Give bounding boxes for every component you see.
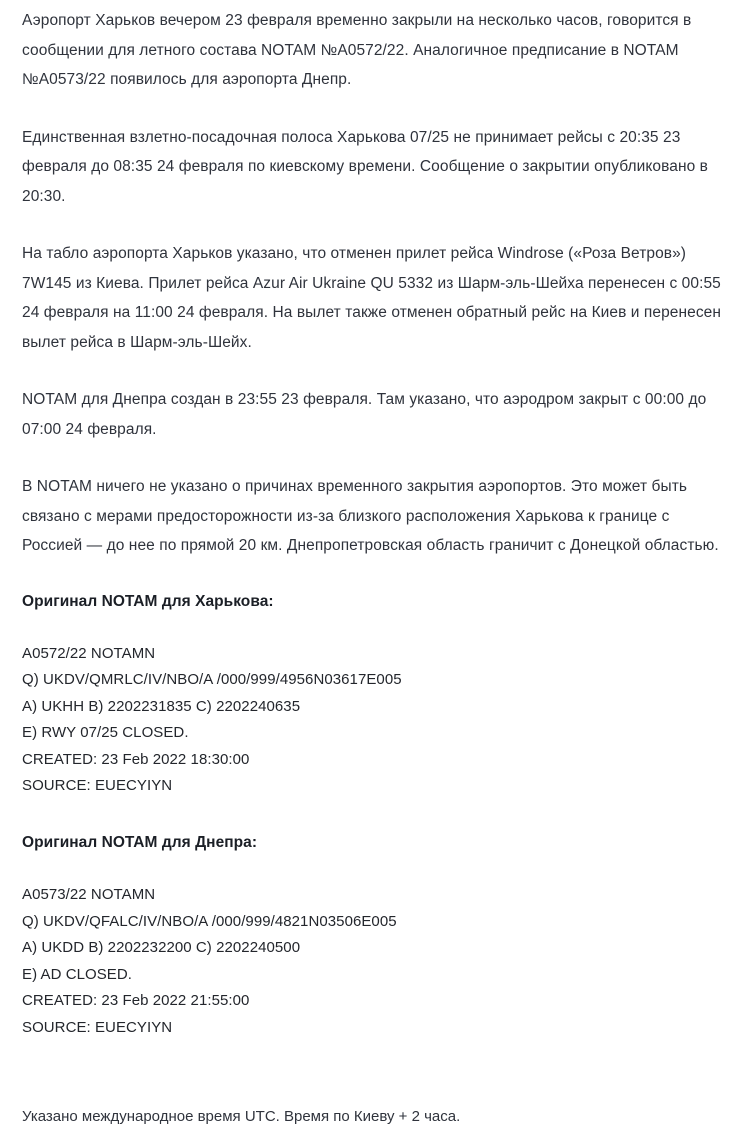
heading-dnipro-notam: Оригинал NOTAM для Днепра:	[22, 834, 258, 852]
paragraph-runway-schedule: Единственная взлетно-посадочная полоса Харькова 07/25 не принимает рейсы с 20:35 23 февраля до 08:35 24 февраля по киевскому времени. Сообщение о закрытии опубликовано в 20:30.	[22, 128, 708, 205]
notam-line-e: E) AD CLOSED.	[22, 965, 132, 983]
notam-block-dnipro	[22, 882, 737, 1042]
notam-line-created: CREATED: 23 Feb 2022 18:30:00	[22, 750, 250, 768]
notam-line-id: A0572/22 NOTAMN	[22, 644, 156, 662]
heading-kharkiv-notam: Оригинал NOTAM для Харькова:	[22, 592, 274, 610]
paragraph-airport-closure: Аэропорт Харьков вечером 23 февраля временно закрыли на несколько часов, говорится в сообщении для летного состава NOTAM №A0572/22. Аналогичное предписание в NOTAM №A0573/22 появилось для аэропорта Днепр.	[22, 12, 692, 88]
notam-line-q: Q) UKDV/QMRLC/IV/NBO/A /000/999/4956N03617E005	[22, 671, 402, 689]
paragraph-flight-board: На табло аэропорта Харьков указано, что отменен прилет рейса Windrose («Роза Ветров») 7W145 из Киева. Прилет рейса Azur Air Ukraine QU 5332 из Шарм-эль-Шейха перенесен с 00:55 24 февраля на 11:00 24 февраля. На вылет также отменен обратный рейс на Киев и перенесен вылет рейса в Шарм-эль-Шейх.	[22, 245, 721, 351]
notam-line-e: E) RWY 07/25 CLOSED.	[22, 724, 189, 742]
notam-line-q: Q) UKDV/QFALC/IV/NBO/A /000/999/4821N03506E005	[22, 912, 397, 930]
footer-timezone-note: Указано международное время UTC. Время по Киеву + 2 часа.	[22, 1107, 461, 1125]
footer-spacer	[22, 1072, 737, 1086]
notam-line-ab-c: A) UKDD B) 2202232200 C) 2202240500	[22, 939, 301, 957]
notam-line-source: SOURCE: EUECYIYN	[22, 1019, 173, 1037]
notam-block-kharkiv	[22, 641, 737, 801]
notam-line-source: SOURCE: EUECYIYN	[22, 777, 173, 795]
notam-line-id: A0573/22 NOTAMN	[22, 886, 156, 904]
notam-line-ab-c: A) UKHH B) 2202231835 C) 2202240635	[22, 697, 301, 715]
paragraph-dnipro-notam: NOTAM для Днепра создан в 23:55 23 февраля. Там указано, что аэродром закрыт с 00:00 до 07:00 24 февраля.	[22, 391, 707, 438]
paragraph-no-reason-given: В NOTAM ничего не указано о причинах временного закрытия аэропортов. Это может быть связано с мерами предосторожности из-за близкого расположения Харькова к границе с Россией — до нее по прямой 20 км. Днепропетровская область граничит с Донецкой областью.	[22, 478, 719, 554]
notam-line-created: CREATED: 23 Feb 2022 21:55:00	[22, 992, 250, 1010]
